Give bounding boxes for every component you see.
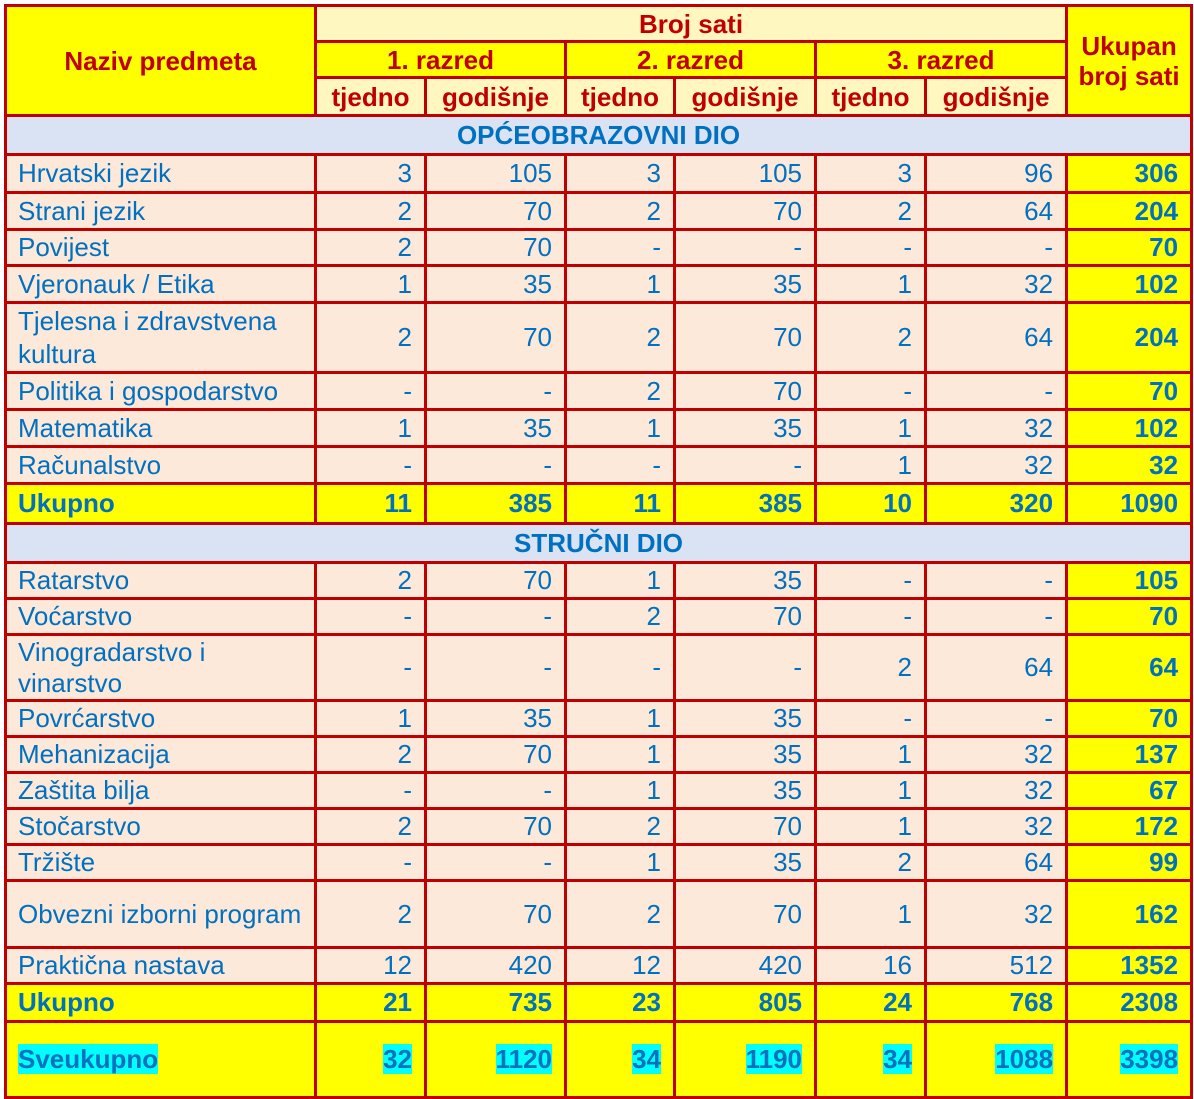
row-total: 70 — [1067, 599, 1192, 635]
cell-value: - — [316, 635, 426, 701]
row-total: 99 — [1067, 845, 1192, 881]
row-total: 204 — [1067, 193, 1192, 230]
cell-value: 1 — [566, 410, 675, 447]
cell-value: 70 — [675, 193, 816, 230]
cell-value: 35 — [675, 773, 816, 809]
cell-value: 34 — [883, 1044, 912, 1074]
cell-value: - — [426, 845, 566, 881]
cell-value: 35 — [426, 266, 566, 303]
cell-value: 1 — [566, 737, 675, 773]
grade-header: 2. razred — [566, 42, 816, 78]
cell-value: 1088 — [995, 1044, 1054, 1074]
cell-value: 1 — [566, 701, 675, 737]
subject-name: Matematika — [6, 410, 316, 447]
cell-value: - — [566, 230, 675, 266]
cell-value: - — [816, 373, 926, 410]
weekly-header: tjedno — [316, 78, 426, 116]
subject-name: Računalstvo — [6, 447, 316, 484]
cell-value: 70 — [675, 373, 816, 410]
cell-value: 23 — [566, 984, 675, 1022]
row-total: 67 — [1067, 773, 1192, 809]
cell-value: 16 — [816, 948, 926, 984]
subject-column-header: Naziv predmeta — [6, 6, 316, 116]
cell-value: 2 — [316, 230, 426, 266]
subtotal-label: Ukupno — [6, 984, 316, 1022]
table-row — [6, 635, 1192, 701]
cell-value: 11 — [566, 484, 675, 524]
cell-value: 3 — [316, 155, 426, 193]
cell-value: - — [816, 230, 926, 266]
cell-value: 420 — [675, 948, 816, 984]
cell-value: 1 — [816, 881, 926, 948]
table-row — [6, 809, 1192, 845]
row-total: 105 — [1067, 563, 1192, 599]
total-column-header: Ukupan broj sati — [1067, 6, 1192, 116]
cell-value: 2 — [816, 845, 926, 881]
cell-value: - — [316, 773, 426, 809]
cell-value: 64 — [926, 635, 1067, 701]
cell-value: 3 — [566, 155, 675, 193]
cell-value: 70 — [675, 599, 816, 635]
cell-value: 70 — [675, 881, 816, 948]
cell-value: 385 — [426, 484, 566, 524]
cell-value: 320 — [926, 484, 1067, 524]
subject-name: Vinogradarstvo i vinarstvo — [6, 635, 316, 701]
cell-value: - — [426, 773, 566, 809]
cell-value: 1190 — [745, 1044, 802, 1074]
yearly-header: godišnje — [675, 78, 816, 116]
table-row — [6, 563, 1192, 599]
cell-value: - — [926, 701, 1067, 737]
table-row — [6, 193, 1192, 230]
cell-value: 2 — [566, 599, 675, 635]
subject-name: Ratarstvo — [6, 563, 316, 599]
cell-value: 35 — [675, 266, 816, 303]
cell-value: 2 — [566, 303, 675, 373]
cell-value: 96 — [926, 155, 1067, 193]
table-row — [6, 599, 1192, 635]
cell-value: - — [426, 635, 566, 701]
subject-name: Voćarstvo — [6, 599, 316, 635]
row-total: 32 — [1067, 447, 1192, 484]
cell-value: 420 — [426, 948, 566, 984]
cell-value: 1 — [816, 266, 926, 303]
cell-value: 70 — [426, 193, 566, 230]
row-total: 306 — [1067, 155, 1192, 193]
section-title: OPĆEOBRAZOVNI DIO — [6, 116, 1192, 155]
grand-total-label: Sveukupno — [18, 1044, 159, 1074]
cell-value: 10 — [816, 484, 926, 524]
cell-value: 2 — [816, 193, 926, 230]
cell-value: - — [566, 635, 675, 701]
cell-value: 805 — [675, 984, 816, 1022]
grand-total-row — [6, 1022, 1192, 1098]
cell-value: 64 — [926, 303, 1067, 373]
cell-value: - — [316, 845, 426, 881]
cell-value: 70 — [675, 809, 816, 845]
cell-value: 1 — [566, 845, 675, 881]
table-row — [6, 845, 1192, 881]
cell-value: 1 — [316, 266, 426, 303]
cell-value: - — [675, 230, 816, 266]
cell-value: - — [426, 447, 566, 484]
cell-value: 1 — [566, 266, 675, 303]
cell-value: 21 — [316, 984, 426, 1022]
cell-value: 1 — [816, 447, 926, 484]
subject-name: Politika i gospodarstvo — [6, 373, 316, 410]
cell-value: 1 — [816, 737, 926, 773]
cell-value: - — [816, 701, 926, 737]
cell-value: 35 — [675, 845, 816, 881]
cell-value: 70 — [426, 563, 566, 599]
subject-name: Vjeronauk / Etika — [6, 266, 316, 303]
cell-value: 1 — [566, 773, 675, 809]
cell-value: 35 — [675, 737, 816, 773]
cell-value: 32 — [926, 773, 1067, 809]
cell-value: 70 — [426, 881, 566, 948]
table-row — [6, 373, 1192, 410]
cell-value: - — [926, 599, 1067, 635]
yearly-header: godišnje — [426, 78, 566, 116]
cell-value: - — [316, 599, 426, 635]
cell-value: - — [316, 447, 426, 484]
cell-value: 2 — [316, 809, 426, 845]
subject-name: Zaštita bilja — [6, 773, 316, 809]
cell-value: 70 — [426, 737, 566, 773]
cell-value: - — [426, 599, 566, 635]
subject-name: Praktična nastava — [6, 948, 316, 984]
cell-value: - — [816, 563, 926, 599]
subject-name: Tjelesna i zdravstvena kultura — [6, 303, 316, 373]
table-row — [6, 155, 1192, 193]
row-total: 102 — [1067, 410, 1192, 447]
subject-name: Hrvatski jezik — [6, 155, 316, 193]
row-total: 70 — [1067, 373, 1192, 410]
subject-name: Povrćarstvo — [6, 701, 316, 737]
cell-value: 32 — [926, 881, 1067, 948]
subtotal-label: Ukupno — [6, 484, 316, 524]
cell-value: 2 — [566, 373, 675, 410]
cell-value: - — [926, 563, 1067, 599]
table-row — [6, 410, 1192, 447]
table-row — [6, 303, 1192, 373]
subject-name: Tržište — [6, 845, 316, 881]
cell-value: 1 — [816, 809, 926, 845]
cell-value: 12 — [566, 948, 675, 984]
table-row — [6, 881, 1192, 948]
table-row — [6, 948, 1192, 984]
row-total: 137 — [1067, 737, 1192, 773]
cell-value: 32 — [926, 737, 1067, 773]
cell-value: 70 — [426, 303, 566, 373]
subject-name: Povijest — [6, 230, 316, 266]
cell-value: - — [675, 447, 816, 484]
section-title: STRUČNI DIO — [6, 524, 1192, 563]
row-total: 162 — [1067, 881, 1192, 948]
cell-value: - — [675, 635, 816, 701]
cell-value: 34 — [632, 1044, 661, 1074]
yearly-header: godišnje — [926, 78, 1067, 116]
subject-name: Obvezni izborni program — [6, 881, 316, 948]
row-total: 1352 — [1067, 948, 1192, 984]
subtotal-row — [6, 984, 1192, 1022]
row-total: 3398 — [1120, 1044, 1179, 1074]
cell-value: 1 — [316, 701, 426, 737]
cell-value: 35 — [675, 563, 816, 599]
cell-value: 2 — [566, 881, 675, 948]
cell-value: 24 — [816, 984, 926, 1022]
cell-value: 385 — [675, 484, 816, 524]
row-total: 64 — [1067, 635, 1192, 701]
cell-value: 2 — [316, 881, 426, 948]
cell-value: 2 — [316, 563, 426, 599]
grade-header: 3. razred — [816, 42, 1067, 78]
row-total: 70 — [1067, 230, 1192, 266]
cell-value: - — [426, 373, 566, 410]
cell-value: 35 — [426, 410, 566, 447]
cell-value: - — [816, 599, 926, 635]
cell-value: 2 — [816, 303, 926, 373]
cell-value: 735 — [426, 984, 566, 1022]
cell-value: 512 — [926, 948, 1067, 984]
cell-value: 35 — [426, 701, 566, 737]
cell-value: 32 — [926, 410, 1067, 447]
cell-value: 1 — [316, 410, 426, 447]
cell-value: 35 — [675, 701, 816, 737]
cell-value: 11 — [316, 484, 426, 524]
table-row — [6, 230, 1192, 266]
grade-header: 1. razred — [316, 42, 566, 78]
cell-value: 2 — [316, 193, 426, 230]
row-total: 204 — [1067, 303, 1192, 373]
cell-value: 32 — [383, 1044, 412, 1074]
row-total: 1090 — [1067, 484, 1192, 524]
subtotal-row — [6, 484, 1192, 524]
cell-value: 70 — [675, 303, 816, 373]
cell-value: 2 — [316, 303, 426, 373]
cell-value: 70 — [426, 809, 566, 845]
table-row — [6, 773, 1192, 809]
row-total: 102 — [1067, 266, 1192, 303]
table-row — [6, 701, 1192, 737]
cell-value: 3 — [816, 155, 926, 193]
weekly-header: tjedno — [566, 78, 675, 116]
cell-value: 2 — [816, 635, 926, 701]
row-total: 172 — [1067, 809, 1192, 845]
hours-header: Broj sati — [316, 6, 1067, 42]
cell-value: 1 — [816, 410, 926, 447]
weekly-header: tjedno — [816, 78, 926, 116]
cell-value: - — [926, 373, 1067, 410]
cell-value: 2 — [566, 193, 675, 230]
subject-name: Stočarstvo — [6, 809, 316, 845]
cell-value: 1 — [816, 773, 926, 809]
curriculum-table — [4, 4, 1193, 1099]
cell-value: 105 — [675, 155, 816, 193]
row-total: 2308 — [1067, 984, 1192, 1022]
table-row — [6, 266, 1192, 303]
table-row — [6, 447, 1192, 484]
cell-value: 12 — [316, 948, 426, 984]
subject-name: Mehanizacija — [6, 737, 316, 773]
cell-value: 35 — [675, 410, 816, 447]
cell-value: 64 — [926, 193, 1067, 230]
cell-value: 1 — [566, 563, 675, 599]
cell-value: 32 — [926, 447, 1067, 484]
cell-value: 70 — [426, 230, 566, 266]
cell-value: 768 — [926, 984, 1067, 1022]
cell-value: 32 — [926, 266, 1067, 303]
subject-name: Strani jezik — [6, 193, 316, 230]
cell-value: - — [926, 230, 1067, 266]
cell-value: 1120 — [495, 1044, 552, 1074]
row-total: 70 — [1067, 701, 1192, 737]
cell-value: - — [316, 373, 426, 410]
cell-value: 32 — [926, 809, 1067, 845]
cell-value: 2 — [316, 737, 426, 773]
cell-value: - — [566, 447, 675, 484]
table-row — [6, 737, 1192, 773]
cell-value: 105 — [426, 155, 566, 193]
cell-value: 2 — [566, 809, 675, 845]
cell-value: 64 — [926, 845, 1067, 881]
